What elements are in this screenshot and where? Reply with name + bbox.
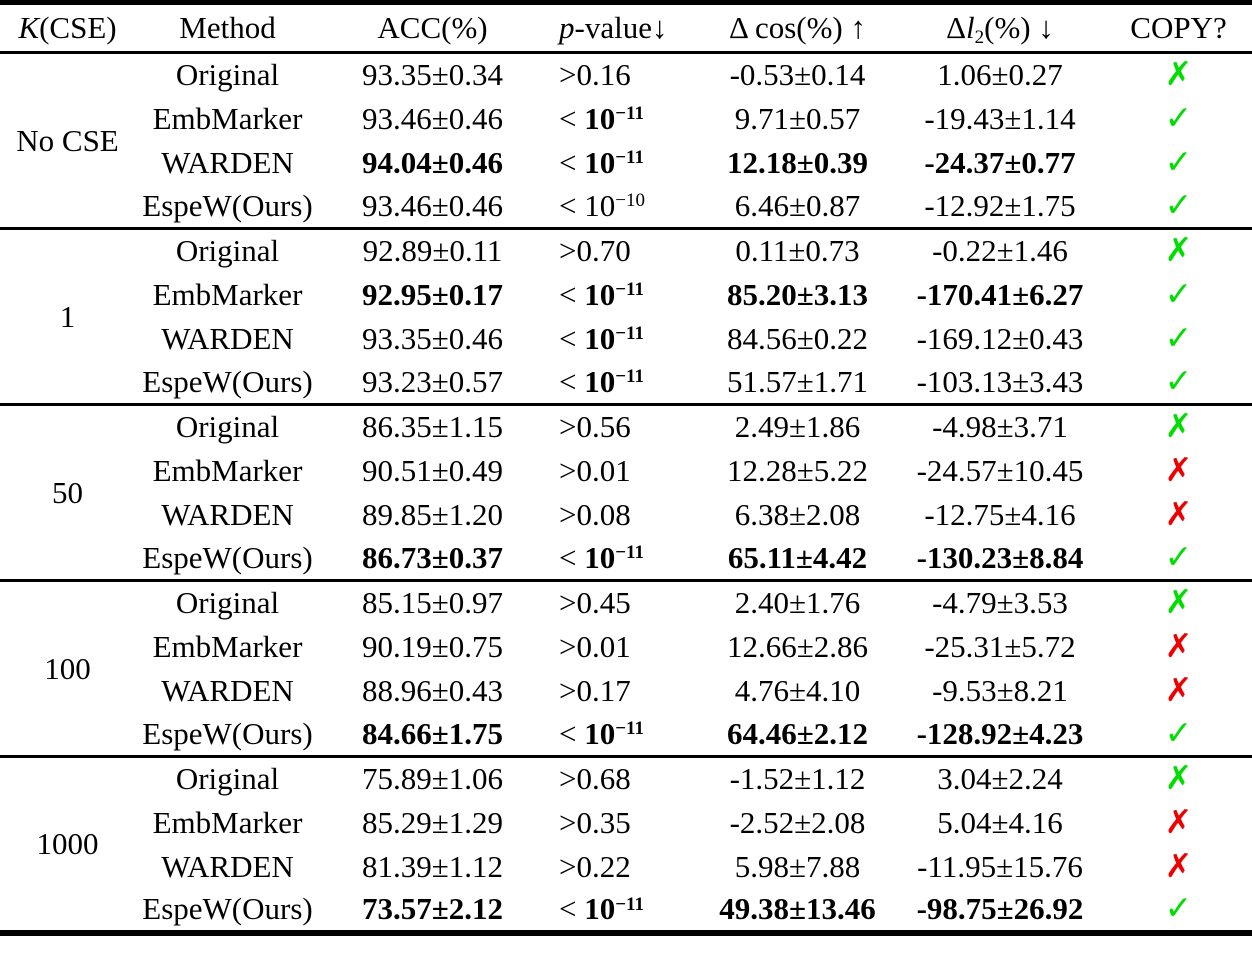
p-value-cell — [545, 625, 700, 669]
p-value-cell — [545, 581, 700, 625]
copy-check-icon: ✓ — [1164, 536, 1193, 576]
delta-l2-cell: 1.06±0.27 — [937, 57, 1063, 93]
col-header-k-cse — [0, 3, 135, 53]
table-row — [0, 185, 1252, 229]
method-cell: Original — [175, 409, 280, 445]
delta-cos-cell: 12.18±0.39 — [726, 144, 868, 180]
delta-l2-cell: 3.04±2.24 — [937, 761, 1063, 797]
table-row — [0, 493, 1252, 537]
acc-cell: 93.23±0.57 — [361, 363, 503, 399]
copy-cell — [1105, 361, 1252, 405]
p-value-cell — [545, 449, 700, 493]
header-row — [0, 3, 1252, 53]
copy-cell — [1105, 537, 1252, 581]
acc-cell: 90.19±0.75 — [361, 628, 503, 664]
copy-cell — [1105, 53, 1252, 97]
copy-check-icon: ✓ — [1164, 273, 1193, 313]
copy-cell — [1105, 801, 1252, 845]
acc-cell: 92.95±0.17 — [361, 276, 503, 312]
p-exponent: −11 — [615, 279, 645, 300]
p-sci — [584, 188, 645, 223]
p-value-cell — [545, 185, 700, 229]
method-cell: EspeW(Ours) — [142, 187, 313, 223]
group-1000 — [0, 757, 1252, 933]
copy-cross-icon: ✗ — [1164, 449, 1193, 489]
p-plain: >0.70 — [559, 233, 631, 269]
col-header-delta-cos: Δ cos(%) ↑ — [728, 10, 867, 45]
table-row — [0, 845, 1252, 889]
delta-l2-cell: -19.43±1.14 — [924, 100, 1076, 136]
delta-cos-cell: 6.38±2.08 — [734, 496, 861, 532]
acc-cell: 86.35±1.15 — [361, 409, 503, 445]
table-row — [0, 537, 1252, 581]
p-sci — [584, 540, 644, 575]
acc-cell: 81.39±1.12 — [361, 848, 503, 884]
p-sci — [584, 277, 644, 312]
acc-cell: 89.85±1.20 — [361, 496, 503, 532]
p-value-cell — [545, 229, 700, 273]
copy-check-icon: ✓ — [1164, 888, 1193, 927]
p-plain: >0.01 — [559, 452, 631, 488]
group-1 — [0, 229, 1252, 405]
copy-cell — [1105, 229, 1252, 273]
method-cell: WARDEN — [161, 496, 294, 532]
p-sci — [584, 716, 644, 751]
copy-cell — [1105, 845, 1252, 889]
copy-cross-icon: ✗ — [1164, 758, 1193, 798]
table-row — [0, 669, 1252, 713]
delta-l2-cell: -12.75±4.16 — [924, 496, 1076, 532]
acc-cell: 86.73±0.37 — [361, 539, 503, 575]
p-base: 10 — [584, 320, 616, 356]
p-value-cell — [545, 669, 700, 713]
p-value-cell — [545, 317, 700, 361]
method-cell: Original — [175, 57, 280, 93]
p-base: 10 — [584, 187, 616, 223]
group-k-label: No CSE — [16, 122, 119, 158]
group-k-label: 1 — [59, 298, 76, 334]
delta-cos-cell: -2.52±2.08 — [729, 804, 866, 840]
acc-cell: 93.35±0.34 — [361, 57, 503, 93]
group-k-label: 100 — [44, 650, 91, 686]
p-plain: >0.17 — [559, 672, 631, 708]
acc-cell: 84.66±1.75 — [361, 715, 503, 751]
p-value-cell — [545, 141, 700, 185]
delta-l2-cell: 5.04±4.16 — [937, 804, 1063, 840]
delta-cos-cell: 2.40±1.76 — [734, 585, 861, 621]
copy-cell — [1105, 449, 1252, 493]
group-k-label: 50 — [52, 474, 83, 510]
acc-cell: 93.35±0.46 — [361, 320, 503, 356]
p-lt: < — [559, 363, 585, 399]
p-sci — [584, 321, 644, 356]
table-row — [0, 625, 1252, 669]
copy-cell — [1105, 317, 1252, 361]
acc-cell: 75.89±1.06 — [361, 761, 503, 797]
copy-check-icon: ✓ — [1164, 712, 1193, 752]
p-plain: >0.56 — [559, 409, 631, 445]
delta-cos-cell: -1.52±1.12 — [729, 761, 866, 797]
table-row — [0, 97, 1252, 141]
delta-l2-cell: -169.12±0.43 — [916, 320, 1084, 356]
copy-cross-icon: ✗ — [1164, 845, 1193, 885]
delta-l2-cell: -4.98±3.71 — [932, 409, 1068, 445]
p-lt: < — [559, 144, 585, 180]
copy-cell — [1105, 493, 1252, 537]
copy-cell — [1105, 669, 1252, 713]
method-cell: EspeW(Ours) — [142, 539, 313, 575]
delta-l2-cell: -170.41±6.27 — [916, 276, 1084, 312]
p-value-cell — [545, 845, 700, 889]
p-exponent: −11 — [615, 366, 645, 388]
copy-cross-icon: ✗ — [1164, 801, 1193, 841]
delta-cos-cell: 0.11±0.73 — [735, 233, 860, 269]
acc-cell: 85.15±0.97 — [361, 585, 503, 621]
acc-cell: 73.57±2.12 — [361, 891, 503, 926]
delta-l2-cell: -25.31±5.72 — [924, 628, 1076, 664]
table-header — [0, 3, 1252, 53]
delta-cos-cell: 5.98±7.88 — [734, 848, 861, 884]
table-row — [0, 361, 1252, 405]
p-base: 10 — [584, 715, 616, 751]
p-base: 10 — [584, 276, 616, 312]
acc-cell: 88.96±0.43 — [361, 672, 503, 708]
delta-cos-cell: 51.57±1.71 — [726, 363, 868, 399]
table-row — [0, 889, 1252, 933]
table-row — [0, 801, 1252, 845]
delta-l2-cell: -9.53±8.21 — [932, 672, 1068, 708]
p-lt: < — [559, 100, 585, 136]
k-symbol: K — [18, 10, 40, 45]
p-value-cell — [545, 713, 700, 757]
k-rest: (CSE) — [39, 10, 117, 45]
method-cell: Original — [175, 761, 280, 797]
copy-cell — [1105, 97, 1252, 141]
copy-cell — [1105, 273, 1252, 317]
p-plain: >0.22 — [559, 848, 631, 884]
copy-cell — [1105, 889, 1252, 933]
copy-cross-icon: ✗ — [1164, 230, 1193, 270]
col-header-delta-l2 — [895, 3, 1105, 53]
p-exponent: −11 — [615, 147, 645, 168]
method-cell: Original — [175, 233, 280, 269]
delta-cos-cell: 65.11±4.42 — [727, 539, 868, 575]
copy-cross-icon: ✗ — [1164, 582, 1193, 622]
delta-l2-cell: -4.79±3.53 — [932, 585, 1068, 621]
delta-symbol: Δ — [946, 10, 967, 45]
delta-cos-cell: 9.71±0.57 — [734, 100, 861, 136]
p-plain: >0.45 — [559, 585, 631, 621]
p-exponent: −11 — [615, 893, 645, 915]
acc-cell: 85.29±1.29 — [361, 804, 503, 840]
p-base: 10 — [584, 144, 616, 180]
col-header-copy: COPY? — [1130, 10, 1227, 45]
p-exponent: −11 — [615, 323, 645, 344]
copy-cell — [1105, 757, 1252, 801]
p-plain: >0.68 — [559, 761, 631, 797]
p-base: 10 — [584, 891, 616, 926]
copy-cross-icon: ✗ — [1164, 493, 1193, 533]
copy-cross-icon: ✗ — [1164, 625, 1193, 665]
p-plain: >0.16 — [559, 57, 631, 93]
delta-cos-cell: 64.46±2.12 — [726, 715, 868, 751]
p-value-cell — [545, 405, 700, 449]
delta-cos-cell: 6.46±0.87 — [734, 187, 861, 223]
delta-cos-cell: 84.56±0.22 — [726, 320, 868, 356]
delta-cos-cell: -0.53±0.14 — [729, 57, 866, 93]
delta-l2-cell: -12.92±1.75 — [924, 187, 1076, 223]
p-exponent: −11 — [615, 542, 645, 564]
p-sci — [584, 891, 644, 926]
col-header-method: Method — [179, 10, 276, 45]
acc-cell: 90.51±0.49 — [361, 452, 503, 488]
copy-check-icon: ✓ — [1164, 360, 1193, 400]
p-value-cell — [545, 537, 700, 581]
dl2-rest: (%) ↓ — [984, 10, 1054, 45]
copy-cross-icon: ✗ — [1164, 669, 1193, 709]
p-lt: < — [559, 891, 585, 926]
delta-cos-cell: 4.76±4.10 — [734, 672, 861, 708]
method-cell: EspeW(Ours) — [142, 363, 313, 399]
group-no-cse — [0, 53, 1252, 229]
l2-subscript: 2 — [974, 26, 985, 48]
method-cell: WARDEN — [161, 672, 294, 708]
p-value-cell — [545, 53, 700, 97]
p-value-cell — [545, 273, 700, 317]
table-row — [0, 273, 1252, 317]
p-plain: >0.01 — [559, 628, 631, 664]
table-row — [0, 449, 1252, 493]
method-cell: EspeW(Ours) — [142, 891, 313, 926]
group-k-label: 1000 — [36, 825, 99, 861]
p-base: 10 — [584, 539, 616, 575]
delta-cos-cell: 12.66±2.86 — [726, 628, 868, 664]
delta-cos-cell: 12.28±5.22 — [726, 452, 868, 488]
table-row — [0, 757, 1252, 801]
p-value-cell — [545, 801, 700, 845]
copy-cell — [1105, 581, 1252, 625]
copy-check-icon: ✓ — [1164, 317, 1193, 357]
delta-l2-cell: -24.37±0.77 — [924, 144, 1076, 180]
l-symbol: l — [966, 10, 975, 45]
p-exponent: −10 — [615, 190, 645, 212]
method-cell: EmbMarker — [152, 100, 303, 136]
p-base: 10 — [584, 363, 616, 399]
acc-cell: 94.04±0.46 — [361, 144, 503, 180]
acc-cell: 92.89±0.11 — [362, 233, 503, 269]
method-cell: WARDEN — [161, 848, 294, 884]
p-value-cell — [545, 493, 700, 537]
delta-l2-cell: -130.23±8.84 — [916, 539, 1084, 575]
delta-l2-cell: -98.75±26.92 — [916, 891, 1084, 926]
method-cell: EmbMarker — [152, 628, 303, 664]
p-plain: >0.08 — [559, 496, 631, 532]
delta-l2-cell: -0.22±1.46 — [932, 233, 1068, 269]
table-row — [0, 141, 1252, 185]
copy-check-icon: ✓ — [1164, 141, 1193, 181]
p-sci — [584, 101, 644, 136]
copy-cell — [1105, 141, 1252, 185]
copy-check-icon: ✓ — [1164, 97, 1193, 137]
p-lt: < — [559, 320, 585, 356]
p-exponent: −11 — [615, 103, 645, 124]
delta-l2-cell: -103.13±3.43 — [916, 363, 1084, 399]
p-rest: -value↓ — [574, 10, 668, 45]
col-header-acc: ACC(%) — [377, 10, 488, 45]
acc-cell: 93.46±0.46 — [361, 187, 503, 223]
table-row — [0, 317, 1252, 361]
group-50 — [0, 405, 1252, 581]
table-row — [0, 581, 1252, 625]
copy-check-icon: ✓ — [1164, 184, 1193, 224]
method-cell: EmbMarker — [152, 276, 303, 312]
method-cell: EspeW(Ours) — [142, 715, 313, 751]
delta-cos-cell: 49.38±13.46 — [719, 891, 876, 926]
p-lt: < — [559, 187, 585, 223]
method-cell: EmbMarker — [152, 452, 303, 488]
method-cell: EmbMarker — [152, 804, 303, 840]
group-100 — [0, 581, 1252, 757]
copy-cell — [1105, 713, 1252, 757]
p-plain: >0.35 — [559, 804, 631, 840]
delta-cos-cell: 85.20±3.13 — [726, 276, 868, 312]
table-row — [0, 229, 1252, 273]
p-value-cell — [545, 97, 700, 141]
delta-l2-cell: -11.95±15.76 — [917, 848, 1083, 884]
p-lt: < — [559, 539, 585, 575]
p-base: 10 — [584, 100, 616, 136]
p-lt: < — [559, 276, 585, 312]
delta-l2-cell: -128.92±4.23 — [916, 715, 1084, 751]
copy-cross-icon: ✗ — [1164, 54, 1193, 94]
method-cell: Original — [175, 585, 280, 621]
delta-cos-cell: 2.49±1.86 — [734, 409, 861, 445]
table-row — [0, 405, 1252, 449]
delta-l2-cell: -24.57±10.45 — [916, 452, 1084, 488]
p-value-cell — [545, 757, 700, 801]
method-cell: WARDEN — [161, 320, 294, 356]
p-value-cell — [545, 889, 700, 933]
p-lt: < — [559, 715, 585, 751]
method-cell: WARDEN — [161, 144, 294, 180]
p-sci — [584, 145, 644, 180]
copy-cross-icon: ✗ — [1164, 406, 1193, 446]
acc-cell: 93.46±0.46 — [361, 100, 503, 136]
p-symbol: p — [559, 10, 575, 45]
p-sci — [584, 364, 644, 399]
table-row — [0, 53, 1252, 97]
p-value-cell — [545, 361, 700, 405]
col-header-p-value — [545, 3, 700, 53]
copy-cell — [1105, 405, 1252, 449]
copy-cell — [1105, 625, 1252, 669]
table-row — [0, 713, 1252, 757]
copy-cell — [1105, 185, 1252, 229]
p-exponent: −11 — [615, 718, 645, 740]
